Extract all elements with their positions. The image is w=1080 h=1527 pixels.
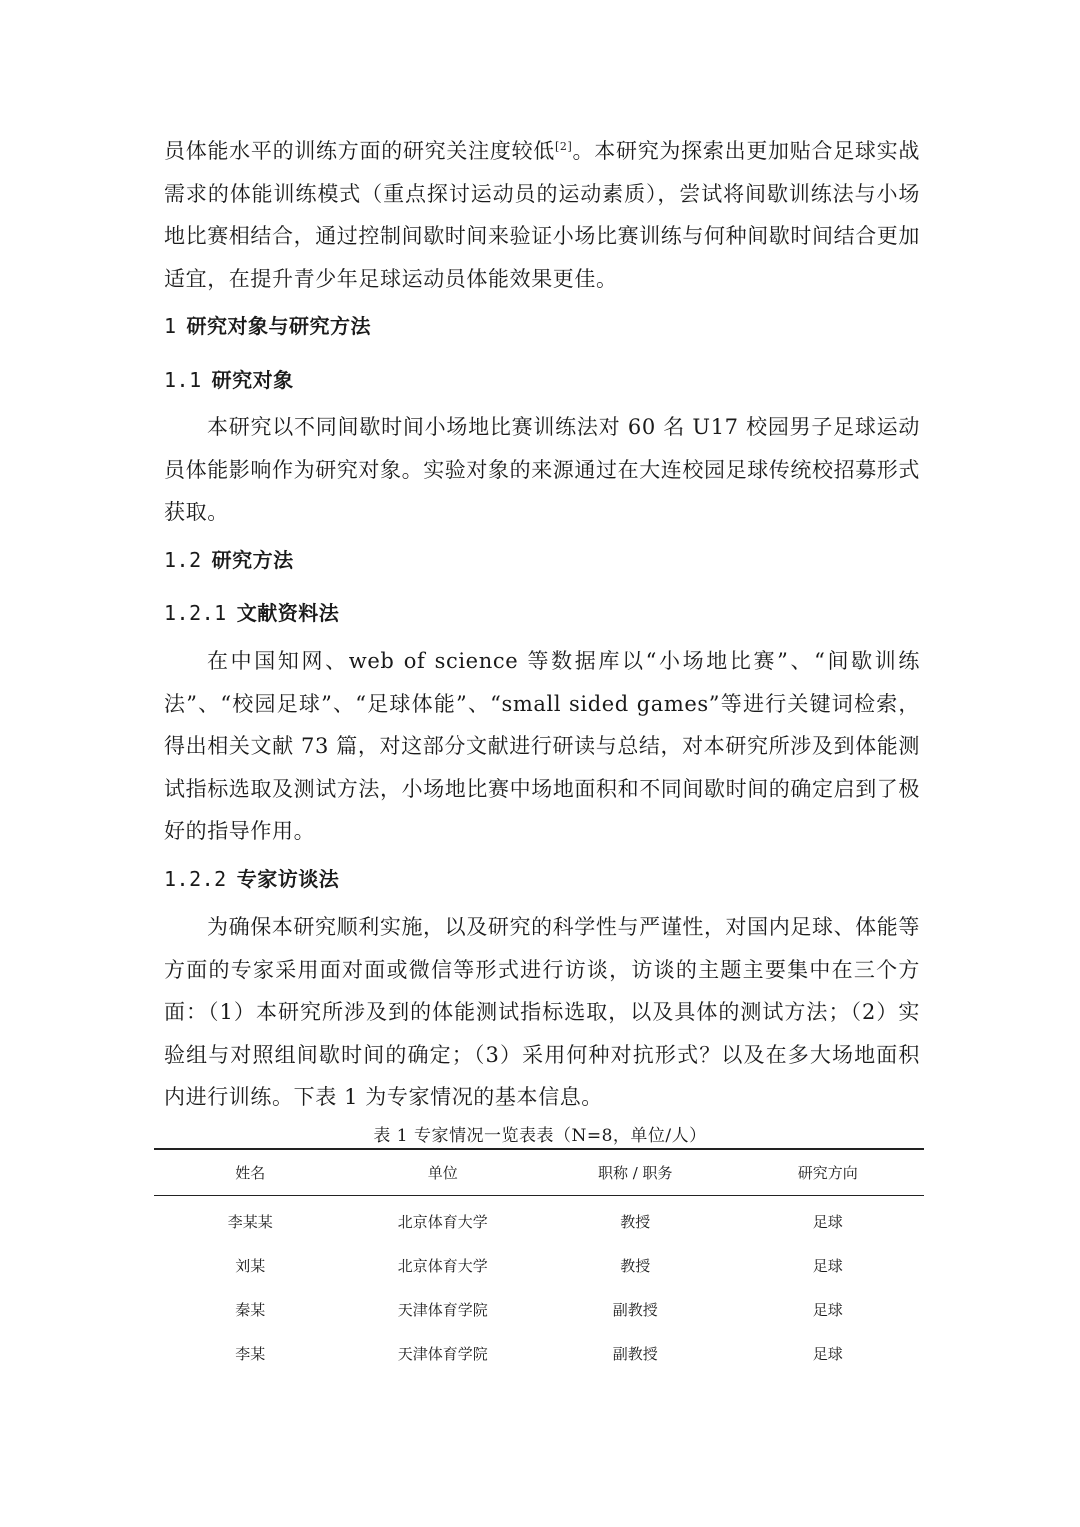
- table-cell-research-field: 足球: [812, 1256, 843, 1275]
- table-cell-research-field: 足球: [812, 1212, 843, 1231]
- section-1-2-2-paragraph: 为确保本研究顺利实施，以及研究的科学性与严谨性，对国内足球、体能等方面的专家采用面对面或微信等形式进行访谈，访谈的主题主要集中在三个方面：（1）本研究所涉及到的体能测试指标选取，以及具体的测试方法；（2）实验组与对照组间歇时间的确定；（3）采用何种对抗形式？以及在多大场地面积内进行训练。下表 1 为专家情况的基本信息。: [164, 915, 920, 1109]
- section-1-1-heading: [164, 364, 294, 393]
- section-1-1-paragraph: 本研究以不同间歇时间小场地比赛训练法对 60 名 U17 校园男子足球运动员体能影响作为研究对象。实验对象的来源通过在大连校园足球传统校招募形式获取。: [164, 415, 920, 524]
- section-1-1-number: 1.1: [164, 368, 202, 392]
- table-row: [154, 1287, 924, 1331]
- intro-paragraph: [164, 130, 920, 300]
- section-1-1-title: 研究对象: [211, 368, 294, 392]
- section-1-2-1-paragraph: 在中国知网、web of science 等数据库以“小场地比赛”、“间歇训练法”、“校园足球”、“足球体能”、“small sided games”等进行关键词检索，得出相关文献 73 篇，对这部分文献进行研读与总结，对本研究所涉及到体能测试指标选取及测试方法，小场地比赛中场地面积和不同间歇时间的确定启到了极好的指导作用。: [164, 649, 920, 843]
- column-header-research-field: 研究方向: [732, 1149, 925, 1196]
- section-1-2-heading: [164, 544, 294, 573]
- section-1-2-2-number: 1.2.2: [164, 867, 227, 891]
- table-cell-institution: 北京体育大学: [397, 1212, 488, 1231]
- expert-table: [154, 1148, 924, 1375]
- table-row: [154, 1243, 924, 1287]
- table-cell-title: 教授: [620, 1212, 651, 1231]
- table-header-row: [154, 1149, 924, 1196]
- section-1-2-number: 1.2: [164, 548, 202, 572]
- table-cell-institution: 天津体育学院: [397, 1344, 488, 1363]
- table-cell-research-field: 足球: [812, 1344, 843, 1363]
- table-cell-title: 副教授: [612, 1300, 658, 1319]
- table-cell-research-field: 足球: [812, 1300, 843, 1319]
- table-cell-title: 教授: [620, 1256, 651, 1275]
- section-1-title: 研究对象与研究方法: [186, 314, 372, 338]
- section-1-2-2-title: 专家访谈法: [236, 867, 340, 891]
- section-1-2-2-heading: [164, 863, 339, 892]
- table-row: [154, 1331, 924, 1375]
- table-row: [154, 1196, 924, 1244]
- section-1-heading: [164, 310, 371, 339]
- section-1-2-1-heading: [164, 597, 339, 626]
- table-cell-title: 副教授: [612, 1344, 658, 1363]
- column-header-institution: 单位: [347, 1149, 540, 1196]
- column-header-name: 姓名: [154, 1149, 347, 1196]
- section-1-2-title: 研究方法: [211, 548, 294, 572]
- section-1-2-1-title: 文献资料法: [236, 601, 340, 625]
- table-cell-name: 李某: [235, 1344, 266, 1363]
- intro-text-before-ref: 员体能水平的训练方面的研究关注度较低: [164, 139, 556, 163]
- table-cell-institution: 天津体育学院: [397, 1300, 488, 1319]
- table-cell-name: 刘某: [235, 1256, 266, 1275]
- table-cell-institution: 北京体育大学: [397, 1256, 488, 1275]
- section-1-2-1-number: 1.2.1: [164, 601, 227, 625]
- column-header-title: 职称 / 职务: [539, 1149, 732, 1196]
- table-cell-name: 李某某: [227, 1212, 273, 1231]
- table-1-caption: 表 1 专家情况一览表表（N=8，单位/人）: [373, 1126, 707, 1146]
- table-cell-name: 秦某: [235, 1300, 266, 1319]
- intro-text-after-ref: 。本研究为探索出更加贴合足球实战需求的体能训练模式（重点探讨运动员的运动素质），尝试将间歇训练法与小场地比赛相结合，通过控制间歇时间来验证小场比赛训练与何种间歇时间结合更加适宜，在提升青少年足球运动员体能效果更佳。: [164, 139, 920, 291]
- citation-ref[interactable]: [2]: [555, 140, 573, 153]
- section-1-number: 1: [164, 314, 177, 338]
